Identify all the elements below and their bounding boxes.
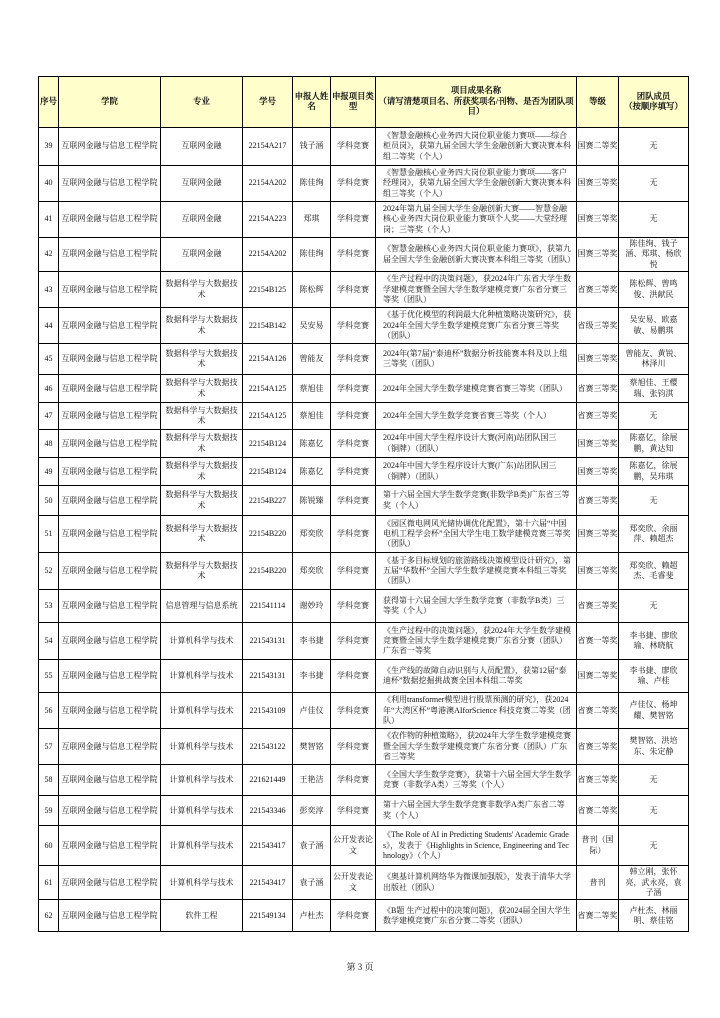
cell-project-title: 《基于优化模型的利润最大化种植策略决策研究》，获2024年全国大学生数学建模竞赛广东省分赛三等奖（团队） — [376, 308, 577, 344]
cell-major: 计算机科学与技术 — [161, 866, 243, 900]
cell-major: 计算机科学与技术 — [161, 693, 243, 729]
cell-level: 省赛二等奖 — [577, 796, 619, 826]
cell-applicant-name: 谢妙玲 — [293, 590, 331, 623]
cell-project-title: 2024年第九届全国大学生金融创新大赛——智慧金融核心业务四大岗位职业能力赛项个人奖——大堂经理岗；三等奖（个人） — [376, 202, 577, 238]
cell-index: 59 — [39, 796, 59, 826]
cell-applicant-name: 郑琪 — [293, 202, 331, 238]
cell-project-type: 学科竞赛 — [331, 344, 376, 375]
cell-level: 省级三等奖 — [577, 308, 619, 344]
header-student-id: 学号 — [243, 77, 293, 128]
header-team-members — [619, 77, 689, 128]
cell-index: 41 — [39, 202, 59, 238]
cell-applicant-name: 樊智铭 — [293, 729, 331, 765]
cell-major: 数据科学与大数据技术 — [161, 430, 243, 458]
cell-project-type: 学科竞赛 — [331, 693, 376, 729]
cell-applicant-name: 陈嘉亿 — [293, 430, 331, 458]
cell-team-members: 郑奕欣、赖超杰、毛睿斐 — [619, 553, 689, 590]
cell-index: 47 — [39, 403, 59, 430]
cell-college: 互联网金融与信息工程学院 — [59, 900, 161, 932]
cell-project-type: 公开发表论文 — [331, 866, 376, 900]
cell-college: 互联网金融与信息工程学院 — [59, 553, 161, 590]
table-row — [39, 166, 689, 202]
table-row — [39, 272, 689, 308]
page-number: 第 3 页 — [346, 962, 374, 972]
cell-project-title: 《全国大学生数学竞赛》，获第十六届全国大学生数学竞赛（非数学A类）三等奖（个人） — [376, 765, 577, 796]
cell-student-id: 22154B142 — [243, 308, 293, 344]
cell-student-id: 221543417 — [243, 866, 293, 900]
cell-college: 互联网金融与信息工程学院 — [59, 623, 161, 660]
cell-team-members: 陈佳绚、钱子涵、郑琪、杨欣悦 — [619, 238, 689, 272]
cell-index: 55 — [39, 660, 59, 693]
cell-project-title: 2024年全国大学生数学建模竞赛省赛三等奖（团队） — [376, 375, 577, 403]
cell-applicant-name: 郑奕欣 — [293, 553, 331, 590]
cell-index: 45 — [39, 344, 59, 375]
cell-project-title: 《The Role of AI in Predicting Students' Academic Grades》，发表于《Highlights in Science, Engineering and Technology》（个人） — [376, 826, 577, 866]
table-row — [39, 693, 689, 729]
cell-major: 数据科学与大数据技术 — [161, 516, 243, 553]
cell-project-title: 《园区微电网风光储协调优化配置》，第十六届“中国电机工程学会杯”全国大学生电工数学建模竞赛三等奖（团队） — [376, 516, 577, 553]
cell-team-members: 无 — [619, 128, 689, 166]
cell-college: 互联网金融与信息工程学院 — [59, 403, 161, 430]
cell-major: 数据科学与大数据技术 — [161, 272, 243, 308]
cell-level: 国赛三等奖 — [577, 516, 619, 553]
cell-index: 61 — [39, 866, 59, 900]
cell-level: 国赛三等奖 — [577, 458, 619, 486]
cell-student-id: 22154A126 — [243, 344, 293, 375]
header-major: 专业 — [161, 77, 243, 128]
cell-level: 国赛二等奖 — [577, 128, 619, 166]
cell-applicant-name: 卢杜杰 — [293, 900, 331, 932]
cell-applicant-name: 陈嘉亿 — [293, 458, 331, 486]
cell-applicant-name: 郑奕欣 — [293, 516, 331, 553]
cell-student-id: 22154B220 — [243, 553, 293, 590]
cell-project-type: 学科竞赛 — [331, 623, 376, 660]
cell-index: 40 — [39, 166, 59, 202]
table-row — [39, 308, 689, 344]
table-row — [39, 486, 689, 516]
cell-applicant-name: 钱子涵 — [293, 128, 331, 166]
cell-level: 省赛三等奖 — [577, 272, 619, 308]
cell-index: 57 — [39, 729, 59, 765]
cell-major: 计算机科学与技术 — [161, 765, 243, 796]
table-row — [39, 826, 689, 866]
awards-table-container — [38, 76, 688, 932]
cell-college: 互联网金融与信息工程学院 — [59, 166, 161, 202]
cell-major: 数据科学与大数据技术 — [161, 458, 243, 486]
table-row — [39, 660, 689, 693]
cell-major: 计算机科学与技术 — [161, 660, 243, 693]
table-row — [39, 623, 689, 660]
cell-team-members: 蔡旭佳、王樱瑞、张钧淇 — [619, 375, 689, 403]
cell-college: 互联网金融与信息工程学院 — [59, 796, 161, 826]
cell-project-title: 《智慧金融核心业务四大岗位职业能力赛项——客户经理岗》，获第九届全国大学生金融创新大赛决赛本科组三等奖（个人） — [376, 166, 577, 202]
table-row — [39, 128, 689, 166]
cell-team-members: 无 — [619, 202, 689, 238]
cell-major: 数据科学与大数据技术 — [161, 553, 243, 590]
header-index: 序号 — [39, 77, 59, 128]
cell-index: 43 — [39, 272, 59, 308]
cell-project-type: 学科竞赛 — [331, 900, 376, 932]
cell-level: 省赛二等奖 — [577, 693, 619, 729]
cell-level: 国赛三等奖 — [577, 430, 619, 458]
cell-college: 互联网金融与信息工程学院 — [59, 826, 161, 866]
cell-team-members: 卢佳仪、杨坤耀、樊智铭 — [619, 693, 689, 729]
cell-college: 互联网金融与信息工程学院 — [59, 660, 161, 693]
cell-project-type: 学科竞赛 — [331, 486, 376, 516]
header-team-members-note: （按顺序填写） — [624, 102, 683, 111]
table-header — [39, 77, 689, 128]
header-project-title-label: 项目成果名称 — [450, 86, 502, 96]
cell-level: 国赛三等奖 — [577, 166, 619, 202]
cell-student-id: 22154B124 — [243, 430, 293, 458]
cell-project-title: 2024年中国大学生程序设计大赛(广东)站团队国三（铜牌）（团队） — [376, 458, 577, 486]
cell-index: 56 — [39, 693, 59, 729]
cell-major: 数据科学与大数据技术 — [161, 308, 243, 344]
cell-student-id: 221543122 — [243, 729, 293, 765]
cell-college: 互联网金融与信息工程学院 — [59, 128, 161, 166]
cell-team-members: 韩立刚，张怀亮，武永亮，袁子涵 — [619, 866, 689, 900]
cell-level: 国赛三等奖 — [577, 344, 619, 375]
table-row — [39, 516, 689, 553]
cell-level: 省赛三等奖 — [577, 729, 619, 765]
cell-student-id: 221549134 — [243, 900, 293, 932]
cell-project-title: 《B题 生产过程中的决策问题》，获2024届全国大学生数学建模竞赛广东省分赛二等奖（团队） — [376, 900, 577, 932]
table-row — [39, 796, 689, 826]
cell-major: 信息管理与信息系统 — [161, 590, 243, 623]
cell-level: 省赛三等奖 — [577, 375, 619, 403]
cell-index: 62 — [39, 900, 59, 932]
cell-applicant-name: 陈松辉 — [293, 272, 331, 308]
cell-project-type: 学科竞赛 — [331, 430, 376, 458]
table-row — [39, 553, 689, 590]
header-row — [39, 77, 689, 128]
cell-project-title: 《生产过程中的决策问题》，获2024年大学生数学建模竞赛暨全国大学生数学建模竞赛广东省分赛（团队）广东省一等奖 — [376, 623, 577, 660]
cell-team-members: 无 — [619, 486, 689, 516]
cell-team-members: 李书捷、廖欣瑜、林晓航 — [619, 623, 689, 660]
cell-college: 互联网金融与信息工程学院 — [59, 202, 161, 238]
cell-student-id: 22154A217 — [243, 128, 293, 166]
table-row — [39, 202, 689, 238]
cell-project-title: 2024年(第7届)“泰迪杯”数据分析技能赛本科及以上组三等奖（团队） — [376, 344, 577, 375]
cell-major: 计算机科学与技术 — [161, 796, 243, 826]
cell-level: 国赛三等奖 — [577, 202, 619, 238]
cell-applicant-name: 陈锐臻 — [293, 486, 331, 516]
cell-project-type: 学科竞赛 — [331, 796, 376, 826]
cell-project-type: 学科竞赛 — [331, 166, 376, 202]
cell-applicant-name: 陈佳绚 — [293, 166, 331, 202]
cell-major: 数据科学与大数据技术 — [161, 375, 243, 403]
cell-index: 51 — [39, 516, 59, 553]
cell-index: 48 — [39, 430, 59, 458]
cell-college: 互联网金融与信息工程学院 — [59, 375, 161, 403]
cell-project-type: 学科竞赛 — [331, 375, 376, 403]
cell-student-id: 22154B220 — [243, 516, 293, 553]
cell-major: 软件工程 — [161, 900, 243, 932]
cell-team-members: 无 — [619, 765, 689, 796]
cell-index: 53 — [39, 590, 59, 623]
cell-applicant-name: 陈佳绚 — [293, 238, 331, 272]
cell-college: 互联网金融与信息工程学院 — [59, 458, 161, 486]
cell-project-title: 《生产过程中的决策问题》，获2024年广东省大学生数学建模竞赛暨全国大学生数学建模竞赛广东省分赛三等奖（团队） — [376, 272, 577, 308]
cell-college: 互联网金融与信息工程学院 — [59, 430, 161, 458]
cell-team-members: 无 — [619, 590, 689, 623]
cell-major: 计算机科学与技术 — [161, 623, 243, 660]
awards-table — [38, 76, 689, 932]
cell-level: 省赛一等奖 — [577, 623, 619, 660]
cell-applicant-name: 蔡旭佳 — [293, 375, 331, 403]
cell-project-type: 学科竞赛 — [331, 553, 376, 590]
cell-project-type: 学科竞赛 — [331, 238, 376, 272]
cell-team-members: 曾能友、黄锐、林泽川 — [619, 344, 689, 375]
cell-applicant-name: 卢佳仪 — [293, 693, 331, 729]
table-row — [39, 375, 689, 403]
cell-team-members: 无 — [619, 403, 689, 430]
header-project-type: 申报项目类型 — [331, 77, 376, 128]
cell-student-id: 22154B124 — [243, 458, 293, 486]
cell-project-type: 学科竞赛 — [331, 128, 376, 166]
cell-applicant-name: 李书捷 — [293, 623, 331, 660]
cell-student-id: 221543131 — [243, 623, 293, 660]
cell-applicant-name: 曾能友 — [293, 344, 331, 375]
cell-index: 49 — [39, 458, 59, 486]
cell-college: 互联网金融与信息工程学院 — [59, 308, 161, 344]
cell-college: 互联网金融与信息工程学院 — [59, 516, 161, 553]
cell-applicant-name: 袁子涵 — [293, 866, 331, 900]
cell-level: 国赛三等奖 — [577, 553, 619, 590]
table-row — [39, 458, 689, 486]
cell-project-title: 第十六届全国大学生数学竞赛(非数学B类)广东省三等奖（个人） — [376, 486, 577, 516]
cell-level: 省赛三等奖 — [577, 590, 619, 623]
cell-level: 国赛二等奖 — [577, 660, 619, 693]
cell-student-id: 221621449 — [243, 765, 293, 796]
cell-student-id: 221543417 — [243, 826, 293, 866]
cell-project-title: 《基于多目标规划的旅游路线决策模型设计研究》，第五届“华数杯”全国大学生数学建模竞赛本科组三等奖（团队） — [376, 553, 577, 590]
cell-level: 普刊 — [577, 866, 619, 900]
cell-college: 互联网金融与信息工程学院 — [59, 238, 161, 272]
cell-student-id: 221543131 — [243, 660, 293, 693]
cell-index: 46 — [39, 375, 59, 403]
cell-project-type: 学科竞赛 — [331, 516, 376, 553]
cell-project-title: 《奥基计算机网络华为微课加强版》，发表于清华大学出版社（团队） — [376, 866, 577, 900]
cell-team-members: 郑奕欣、余丽萍、赖超杰 — [619, 516, 689, 553]
cell-team-members: 陈嘉亿，徐展鹏，吴玮琪 — [619, 458, 689, 486]
cell-college: 互联网金融与信息工程学院 — [59, 866, 161, 900]
cell-project-title: 第十六届全国大学生数学竞赛非数学A类广东省二等奖（个人） — [376, 796, 577, 826]
cell-team-members: 无 — [619, 166, 689, 202]
cell-applicant-name: 李书捷 — [293, 660, 331, 693]
table-row — [39, 866, 689, 900]
cell-team-members: 吴安易、欧嘉敏、易鹏琪 — [619, 308, 689, 344]
cell-team-members: 陈嘉亿，徐展鹏，黄达知 — [619, 430, 689, 458]
cell-project-title: 《农作物的种植策略》，获2024年大学生数学建模竞赛暨全国大学生数学建模竞赛广东省分赛（团队）广东省三等奖 — [376, 729, 577, 765]
cell-project-type: 学科竞赛 — [331, 202, 376, 238]
cell-team-members: 樊智铭、洪培东、朱定静 — [619, 729, 689, 765]
cell-project-title: 《智慧金融核心业务四大岗位职业能力赛项》，获第九届全国大学生金融创新大赛决赛本科组三等奖（团队） — [376, 238, 577, 272]
table-row — [39, 590, 689, 623]
cell-index: 50 — [39, 486, 59, 516]
cell-applicant-name: 袁子涵 — [293, 826, 331, 866]
cell-student-id: 221543109 — [243, 693, 293, 729]
cell-college: 互联网金融与信息工程学院 — [59, 729, 161, 765]
cell-college: 互联网金融与信息工程学院 — [59, 765, 161, 796]
cell-index: 54 — [39, 623, 59, 660]
cell-major: 数据科学与大数据技术 — [161, 486, 243, 516]
cell-student-id: 22154A223 — [243, 202, 293, 238]
cell-major: 计算机科学与技术 — [161, 729, 243, 765]
cell-college: 互联网金融与信息工程学院 — [59, 344, 161, 375]
header-level: 等级 — [577, 77, 619, 128]
cell-level: 省赛三等奖 — [577, 765, 619, 796]
cell-student-id: 22154B227 — [243, 486, 293, 516]
cell-index: 39 — [39, 128, 59, 166]
cell-index: 60 — [39, 826, 59, 866]
cell-project-title: 2024年中国大学生程序设计大赛(河南)站团队国三（铜牌）（团队） — [376, 430, 577, 458]
cell-college: 互联网金融与信息工程学院 — [59, 486, 161, 516]
table-row — [39, 430, 689, 458]
cell-project-type: 学科竞赛 — [331, 729, 376, 765]
cell-index: 42 — [39, 238, 59, 272]
cell-project-type: 学科竞赛 — [331, 660, 376, 693]
cell-student-id: 22154A202 — [243, 238, 293, 272]
header-college: 学院 — [59, 77, 161, 128]
table-row — [39, 238, 689, 272]
cell-team-members: 李书捷、廖欣瑜、卢桂 — [619, 660, 689, 693]
table-row — [39, 900, 689, 932]
cell-index: 44 — [39, 308, 59, 344]
cell-student-id: 221543346 — [243, 796, 293, 826]
cell-index: 58 — [39, 765, 59, 796]
cell-project-type: 学科竞赛 — [331, 403, 376, 430]
cell-project-title: 获得第十六届全国大学生数学竞赛（非数学B类）三等奖（个人） — [376, 590, 577, 623]
cell-applicant-name: 王艳洁 — [293, 765, 331, 796]
cell-team-members: 卢杜杰、林丽明、蔡佳铭 — [619, 900, 689, 932]
cell-applicant-name: 吴安易 — [293, 308, 331, 344]
cell-project-title: 《利用transformer模型进行股票预测的研究》，获2024 年“大湾区杯”粤港澳AIforScience 科技竞赛二等奖（团队） — [376, 693, 577, 729]
cell-major: 互联网金融 — [161, 238, 243, 272]
cell-major: 互联网金融 — [161, 128, 243, 166]
cell-student-id: 22154A202 — [243, 166, 293, 202]
cell-project-type: 学科竞赛 — [331, 272, 376, 308]
table-row — [39, 765, 689, 796]
cell-college: 互联网金融与信息工程学院 — [59, 272, 161, 308]
cell-student-id: 22154B125 — [243, 272, 293, 308]
cell-level: 省赛三等奖 — [577, 403, 619, 430]
cell-project-type: 学科竞赛 — [331, 590, 376, 623]
cell-level: 省赛二等奖 — [577, 900, 619, 932]
cell-major: 数据科学与大数据技术 — [161, 344, 243, 375]
header-project-title-note: （请写清楚项目名、所获奖项名/刊物、是否为团队项目） — [378, 96, 574, 117]
cell-team-members: 无 — [619, 826, 689, 866]
cell-student-id: 221541114 — [243, 590, 293, 623]
cell-applicant-name: 彭奕淳 — [293, 796, 331, 826]
cell-applicant-name: 蔡旭佳 — [293, 403, 331, 430]
cell-student-id: 22154A125 — [243, 375, 293, 403]
cell-college: 互联网金融与信息工程学院 — [59, 590, 161, 623]
cell-major: 互联网金融 — [161, 166, 243, 202]
table-row — [39, 403, 689, 430]
cell-project-type: 公开发表论文 — [331, 826, 376, 866]
cell-level: 国赛三等奖 — [577, 238, 619, 272]
table-body — [39, 128, 689, 932]
header-applicant-name: 申报人姓名 — [293, 77, 331, 128]
cell-project-type: 学科竞赛 — [331, 765, 376, 796]
table-row — [39, 344, 689, 375]
cell-level: 省赛三等奖 — [577, 486, 619, 516]
cell-project-type: 学科竞赛 — [331, 458, 376, 486]
cell-project-title: 《生产线的故障自动识别与人员配置》，获第12届“泰迪杯”数据挖掘挑战赛全国本科组二等奖 — [376, 660, 577, 693]
cell-project-title: 《智慧金融核心业务四大岗位职业能力赛项——综合柜员岗》，获第九届全国大学生金融创新大赛决赛本科组二等奖（个人） — [376, 128, 577, 166]
cell-major: 数据科学与大数据技术 — [161, 403, 243, 430]
cell-level: 普刊（国际） — [577, 826, 619, 866]
cell-major: 计算机科学与技术 — [161, 826, 243, 866]
cell-project-title: 2024年全国大学生数学竞赛省赛三等奖（个人） — [376, 403, 577, 430]
cell-team-members: 陈松辉、曾鸣俊、洪献民 — [619, 272, 689, 308]
cell-college: 互联网金融与信息工程学院 — [59, 693, 161, 729]
cell-index: 52 — [39, 553, 59, 590]
cell-team-members: 无 — [619, 796, 689, 826]
cell-project-type: 学科竞赛 — [331, 308, 376, 344]
table-row — [39, 729, 689, 765]
header-project-title — [376, 77, 577, 128]
cell-student-id: 22154A125 — [243, 403, 293, 430]
header-team-members-label: 团队成员 — [636, 91, 671, 101]
cell-major: 互联网金融 — [161, 202, 243, 238]
